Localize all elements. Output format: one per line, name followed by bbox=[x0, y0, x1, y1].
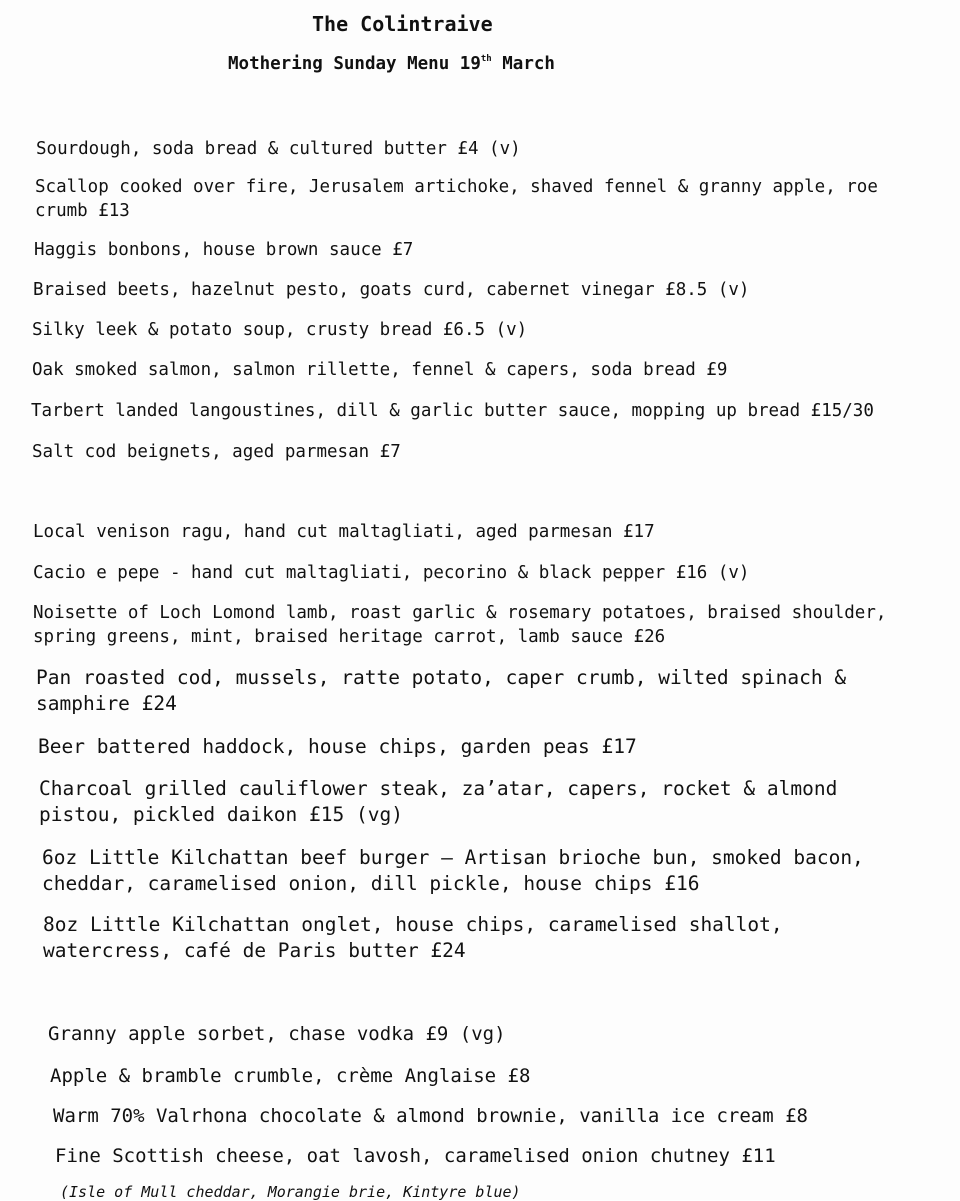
cheese-note: (Isle of Mull cheddar, Morangie brie, Kintyre blue) bbox=[60, 1183, 521, 1201]
menu-item: Oak smoked salmon, salmon rillette, fennel & capers, soda bread £9 bbox=[32, 360, 728, 380]
menu-item: Salt cod beignets, aged parmesan £7 bbox=[32, 442, 401, 462]
menu-item: Tarbert landed langoustines, dill & garlic butter sauce, mopping up bread £15/30 bbox=[31, 401, 874, 421]
menu-item: Fine Scottish cheese, oat lavosh, caramelised onion chutney £11 bbox=[55, 1145, 776, 1167]
menu-item: Warm 70% Valrhona chocolate & almond brownie, vanilla ice cream £8 bbox=[53, 1105, 808, 1127]
menu-item: Silky leek & potato soup, crusty bread £6.5 (v) bbox=[32, 320, 528, 340]
menu-item: Scallop cooked over fire, Jerusalem artichoke, shaved fennel & granny apple, roe crumb £13 bbox=[35, 177, 878, 221]
restaurant-name: The Colintraive bbox=[312, 12, 493, 36]
menu-item: Sourdough, soda bread & cultured butter £4 (v) bbox=[36, 139, 521, 159]
menu-title-prefix: Mothering Sunday Menu 19 bbox=[228, 54, 481, 74]
menu-item: 6oz Little Kilchattan beef burger – Artisan brioche bun, smoked bacon, cheddar, caramelised onion, dill pickle, house chips £16 bbox=[42, 846, 864, 895]
menu-title-suffix: March bbox=[491, 54, 555, 74]
menu-item: Charcoal grilled cauliflower steak, za’atar, capers, rocket & almond pistou, pickled daikon £15 (vg) bbox=[39, 777, 838, 826]
menu-item: Beer battered haddock, house chips, garden peas £17 bbox=[38, 735, 637, 758]
menu-item: Pan roasted cod, mussels, ratte potato, caper crumb, wilted spinach & samphire £24 bbox=[36, 666, 847, 715]
menu-item: Local venison ragu, hand cut maltagliati, aged parmesan £17 bbox=[33, 522, 655, 542]
menu-item: Apple & bramble crumble, crème Anglaise £8 bbox=[50, 1065, 531, 1087]
menu-title-ordinal: th bbox=[480, 54, 492, 64]
menu-item: Braised beets, hazelnut pesto, goats curd, cabernet vinegar £8.5 (v) bbox=[33, 280, 750, 300]
menu-item: Cacio e pepe - hand cut maltagliati, pecorino & black pepper £16 (v) bbox=[33, 563, 750, 583]
menu-item: Granny apple sorbet, chase vodka £9 (vg) bbox=[48, 1023, 506, 1045]
menu-item: 8oz Little Kilchattan onglet, house chips, caramelised shallot, watercress, café de Paris butter £24 bbox=[43, 913, 783, 962]
menu-item: Noisette of Loch Lomond lamb, roast garlic & rosemary potatoes, braised shoulder, spring greens, mint, braised heritage carrot, lamb sauce £26 bbox=[33, 603, 887, 647]
menu-item: Haggis bonbons, house brown sauce £7 bbox=[34, 240, 414, 260]
menu-title bbox=[228, 54, 555, 74]
